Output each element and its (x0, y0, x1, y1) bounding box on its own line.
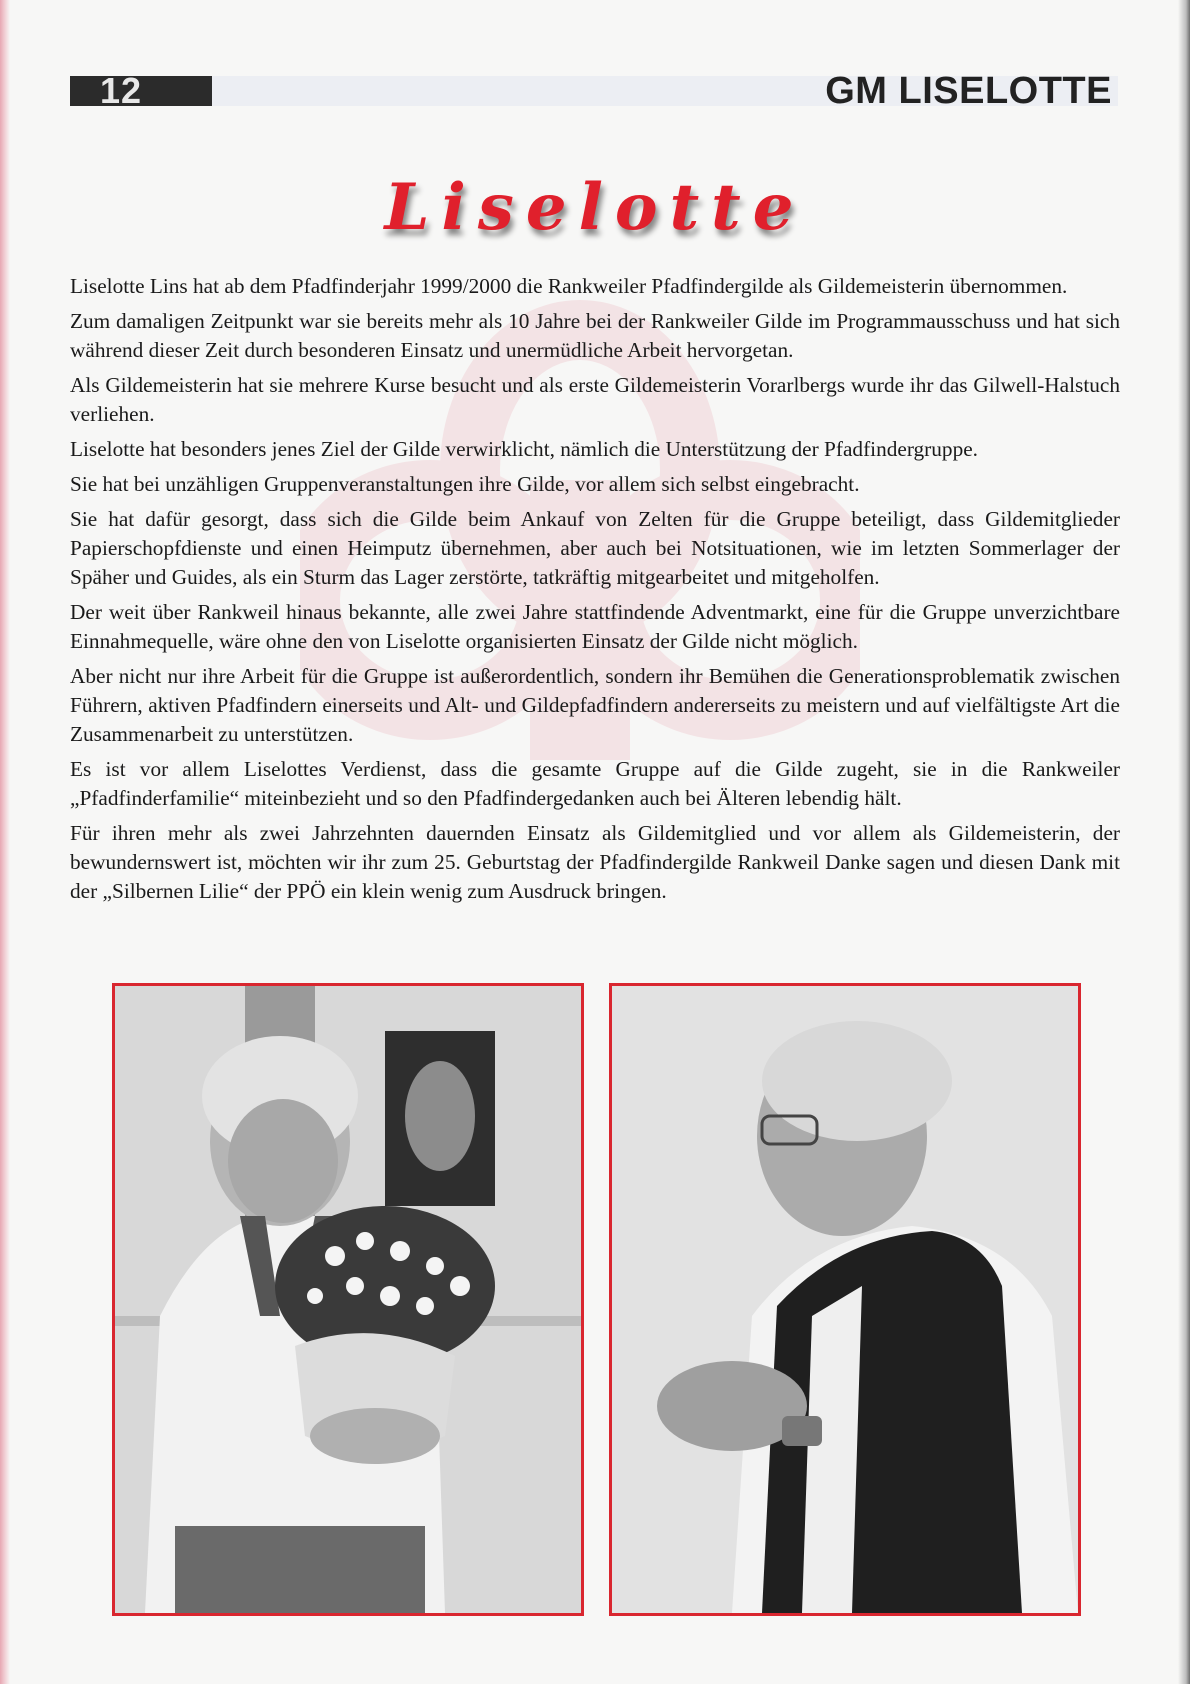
paragraph: Der weit über Rankweil hinaus bekannte, alle zwei Jahre stattfindende Adventmarkt, eine für die Gruppe unverzichtbare Einnahmequelle, wäre ohne den von Liselotte organisierten Einsatz der Gilde nicht möglich. (70, 600, 1120, 653)
paragraph: Zum damaligen Zeitpunkt war sie bereits mehr als 10 Jahre bei der Rankweiler Gilde im Programmausschuss und hat sich während dieser Zeit durch besonderen Einsatz und unermüdliche Arbeit hervorgetan. (70, 309, 1120, 362)
paragraph: Für ihren mehr als zwei Jahrzehnten dauernden Einsatz als Gildemitglied und vor allem als Gildemeisterin, der bewundernswert ist, möchten wir ihr zum 25. Geburtstag der Pfadfindergilde Rankweil Danke sagen und diesen Dank mit der „Silbernen Lilie“ der PPÖ ein klein wenig zum Ausdruck bringen. (70, 821, 1120, 903)
article-body (70, 272, 1120, 912)
paragraph: Aber nicht nur ihre Arbeit für die Gruppe ist außerordentlich, sondern ihr Bemühen die Generationsproblematik zwischen Führern, aktiven Pfadfindern einerseits und Alt- und Gildepfadfindern andererseits zu meistern und auf vielfältigste Art die Zusammenarbeit zu unterstützen. (70, 664, 1120, 746)
page-number: 12 (100, 70, 143, 111)
article-headline: Liselotte (384, 170, 806, 245)
photo-woman-with-flowers (112, 983, 584, 1616)
paragraph: Sie hat dafür gesorgt, dass sich die Gilde beim Ankauf von Zelten für die Gruppe beteiligt, dass Gildemitglieder Papierschopfdienste und einen Heimputz übernehmen, aber auch bei Notsituationen, wie im letzten Sommerlager der Späher und Guides, als ein Sturm das Lager zerstörte, tatkräftig mitgearbeitet und mitgeholfen. (70, 507, 1120, 589)
paragraph: Als Gildemeisterin hat sie mehrere Kurse besucht und als erste Gildemeisterin Vorarlbergs wurde ihr das Gilwell-Halstuch verliehen. (70, 373, 1120, 426)
paragraph: Sie hat bei unzähligen Gruppenveranstaltungen ihre Gilde, vor allem sich selbst eingebracht. (70, 472, 860, 496)
paragraph: Es ist vor allem Liselottes Verdienst, dass die gesamte Gruppe auf die Gilde zugeht, sie in die Rankweiler „Pfadfinderfamilie“ miteinbezieht und so den Pfadfindergedanken auch bei Älteren lebendig hält. (70, 757, 1120, 810)
paragraph: Liselotte hat besonders jenes Ziel der Gilde verwirklicht, nämlich die Unterstützung der Pfadfindergruppe. (70, 437, 978, 461)
section-title: GM LISELOTTE (825, 70, 1112, 112)
photo-man-in-vest (609, 983, 1081, 1616)
page-right-edge (1178, 0, 1190, 1684)
paragraph: Liselotte Lins hat ab dem Pfadfinderjahr 1999/2000 die Rankweiler Pfadfindergilde als Gildemeisterin übernommen. (70, 274, 1068, 298)
page-left-edge (0, 0, 10, 1684)
